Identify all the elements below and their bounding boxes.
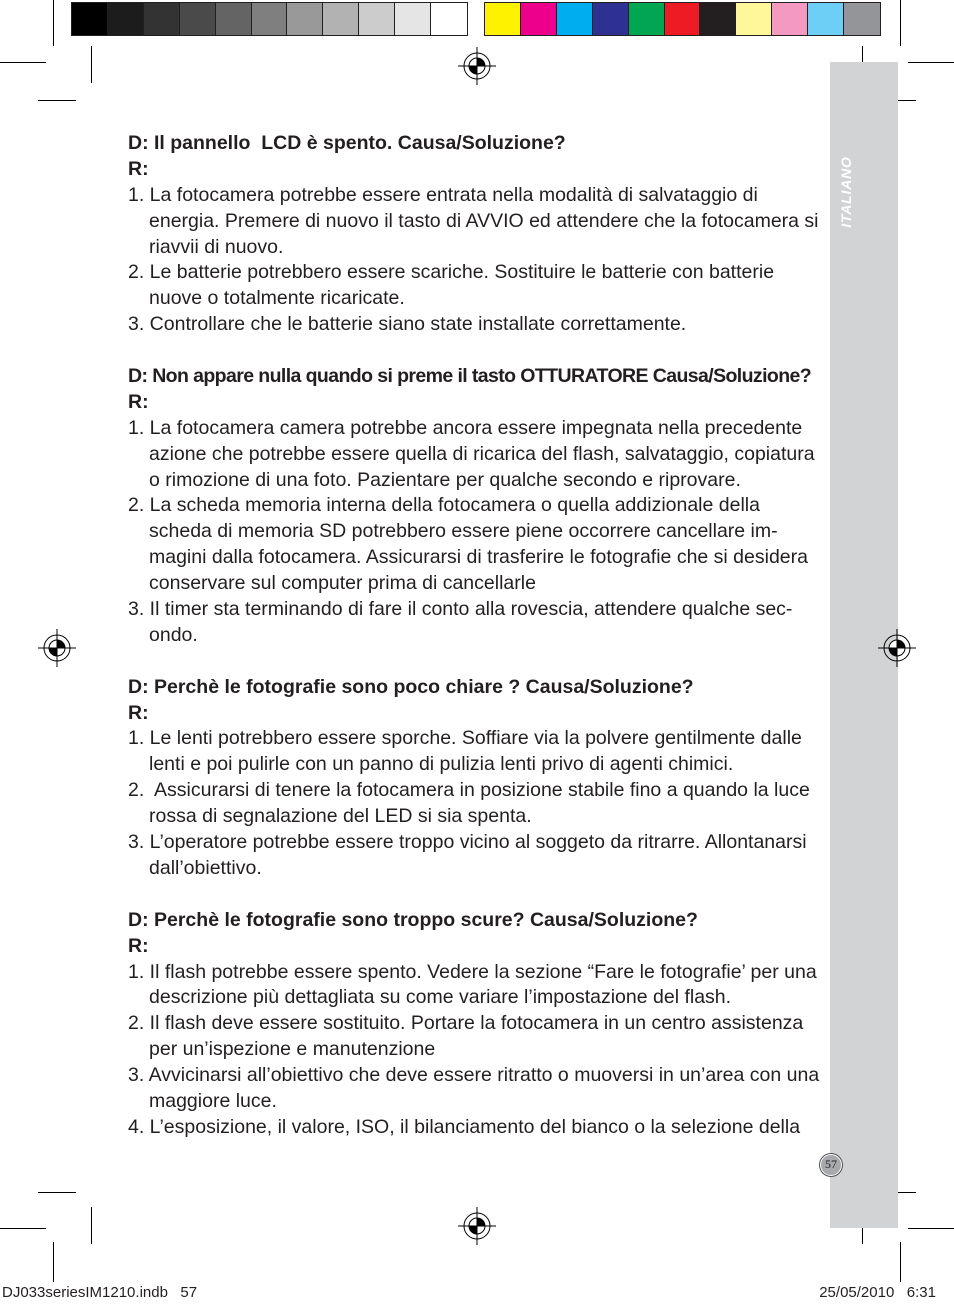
answer-line: lenti e poi pulirle con un panno di pulizia lenti privo di agenti chimici. xyxy=(149,753,734,776)
answer-item xyxy=(128,830,828,882)
answer-item xyxy=(128,183,828,261)
crop-mark xyxy=(0,62,46,63)
registration-mark-icon xyxy=(877,628,917,668)
answer-item xyxy=(128,726,828,778)
color-swatch xyxy=(736,3,772,35)
answer-line: 3. L’operatore potrebbe essere troppo vicino al soggeto da ritrarre. Allontanarsi xyxy=(128,831,807,854)
color-swatch xyxy=(844,3,880,35)
crop-mark xyxy=(53,1242,54,1282)
answer-item xyxy=(128,260,828,312)
answer-line: 2. Assicurarsi di tenere la fotocamera in posizione stabile fino a quando la luce xyxy=(128,779,810,802)
question-heading: D: Il pannello LCD è spento. Causa/Soluzione? xyxy=(128,132,566,154)
registration-mark-icon xyxy=(37,628,77,668)
color-swatch xyxy=(485,3,521,35)
grayscale-control-strip xyxy=(71,2,468,36)
answer-label: R: xyxy=(128,701,149,724)
gray-swatch xyxy=(180,3,216,35)
answer-item xyxy=(128,1011,828,1063)
gray-swatch xyxy=(216,3,252,35)
answer-line: 2. La scheda memoria interna della fotocamera o quella addizionale della xyxy=(128,494,760,517)
color-swatch xyxy=(772,3,808,35)
gray-swatch xyxy=(108,3,144,35)
color-control-strip xyxy=(484,2,881,36)
faq-section xyxy=(128,908,828,1141)
question-heading: D: Perchè le fotografie sono troppo scure? Causa/Soluzione? xyxy=(128,908,698,931)
answer-line: per un’ispezione e manutenzione xyxy=(149,1038,436,1061)
color-swatch xyxy=(557,3,593,35)
gray-swatch xyxy=(144,3,180,35)
answer-line: 4. L’esposizione, il valore, ISO, il bilanciamento del bianco o la selezione della xyxy=(128,1115,801,1138)
answer-item xyxy=(128,416,828,494)
color-swatch xyxy=(593,3,629,35)
color-swatch xyxy=(629,3,665,35)
answer-line: dall’obiettivo. xyxy=(149,856,262,879)
answer-line: 1. Le lenti potrebbero essere sporche. Soffiare via la polvere gentilmente dalle xyxy=(128,727,802,750)
color-swatch xyxy=(665,3,701,35)
language-tab-label: ITALIANO xyxy=(838,156,854,228)
gray-swatch xyxy=(395,3,431,35)
answer-item xyxy=(128,597,828,649)
answer-line: 1. La fotocamera camera potrebbe ancora essere impegnata nella precedente xyxy=(128,416,803,439)
faq-section xyxy=(128,131,828,338)
color-swatch xyxy=(521,3,557,35)
crop-mark xyxy=(900,0,901,46)
gray-swatch xyxy=(252,3,288,35)
answer-line: 3. Controllare che le batterie siano state installate correttamente. xyxy=(128,313,687,336)
answer-line: 2. Il flash deve essere sostituito. Portare la fotocamera in un centro assistenza xyxy=(128,1012,804,1035)
troubleshooting-text xyxy=(128,131,828,1167)
answer-item xyxy=(128,960,828,1012)
answer-label: R: xyxy=(128,934,149,957)
crop-mark xyxy=(908,62,954,63)
answer-line: 1. Il flash potrebbe essere spento. Vedere la sezione “Fare le fotografie’ per una xyxy=(128,960,817,983)
answer-line: energia. Premere di nuovo il tasto di AVVIO ed attendere che la fotocamera si xyxy=(149,209,819,232)
answer-line: riavvii di nuovo. xyxy=(149,235,284,258)
color-swatch xyxy=(808,3,844,35)
registration-mark-icon xyxy=(457,1206,497,1246)
gray-swatch xyxy=(323,3,359,35)
crop-mark xyxy=(91,46,92,83)
answer-label: R: xyxy=(128,390,149,413)
crop-mark xyxy=(908,1228,954,1229)
gray-swatch xyxy=(72,3,108,35)
answer-line: o rimozione di una foto. Pazientare per qualche secondo e riprovare. xyxy=(149,468,741,491)
question-heading: D: Non appare nulla quando si preme il tasto OTTURATORE Causa/Soluzione? xyxy=(128,365,812,388)
gray-swatch xyxy=(359,3,395,35)
crop-mark xyxy=(38,100,76,101)
answer-line: 2. Le batterie potrebbero essere scariche. Sostituire le batterie con batterie xyxy=(128,261,775,284)
answer-line: azione che potrebbe essere quella di ricarica del flash, salvataggio, copiatura xyxy=(149,442,815,465)
answer-line: maggiore luce. xyxy=(149,1089,277,1112)
footer-file-slug: DJ033seriesIM1210.indb 57 xyxy=(2,1284,198,1301)
crop-mark xyxy=(0,1228,46,1229)
crop-mark xyxy=(53,0,54,46)
answer-line: 3. Il timer sta terminando di fare il conto alla rovescia, attendere qualche sec- xyxy=(128,598,793,621)
gray-swatch xyxy=(431,3,467,35)
answer-item xyxy=(128,1063,828,1115)
answer-line: scheda di memoria SD potrebbero essere piene occorrere cancellare im- xyxy=(149,520,778,543)
answer-line: nuove o totalmente ricaricate. xyxy=(149,287,405,310)
gray-swatch xyxy=(287,3,323,35)
answer-item xyxy=(128,312,828,338)
question-heading: D: Perchè le fotografie sono poco chiare ? Causa/Soluzione? xyxy=(128,675,694,698)
answer-label: R: xyxy=(128,157,149,180)
faq-section xyxy=(128,364,828,649)
color-swatch xyxy=(700,3,736,35)
page-number: 57 xyxy=(820,1154,842,1176)
answer-item xyxy=(128,493,828,597)
registration-mark-icon xyxy=(457,46,497,86)
answer-line: rossa di segnalazione del LED si sia spenta. xyxy=(149,805,532,828)
answer-line: ondo. xyxy=(149,623,198,646)
crop-mark xyxy=(900,1242,901,1282)
faq-section xyxy=(128,675,828,882)
footer-timestamp: 25/05/2010 6:31 xyxy=(819,1284,936,1301)
answer-line: magini dalla fotocamera. Assicurarsi di trasferire le fotografie che si desidera xyxy=(149,546,808,569)
answer-line: 1. La fotocamera potrebbe essere entrata nella modalità di salvataggio di xyxy=(128,183,758,206)
answer-item xyxy=(128,778,828,830)
crop-mark xyxy=(38,1192,76,1193)
crop-mark xyxy=(91,1207,92,1244)
answer-line: 3. Avvicinarsi all’obiettivo che deve essere ritratto o muoversi in un’area con una xyxy=(128,1064,820,1087)
answer-line: conservare sul computer prima di cancellarle xyxy=(149,572,536,595)
answer-item xyxy=(128,1115,828,1141)
answer-line: descrizione più dettagliata su come variare l’impostazione del flash. xyxy=(149,986,732,1009)
